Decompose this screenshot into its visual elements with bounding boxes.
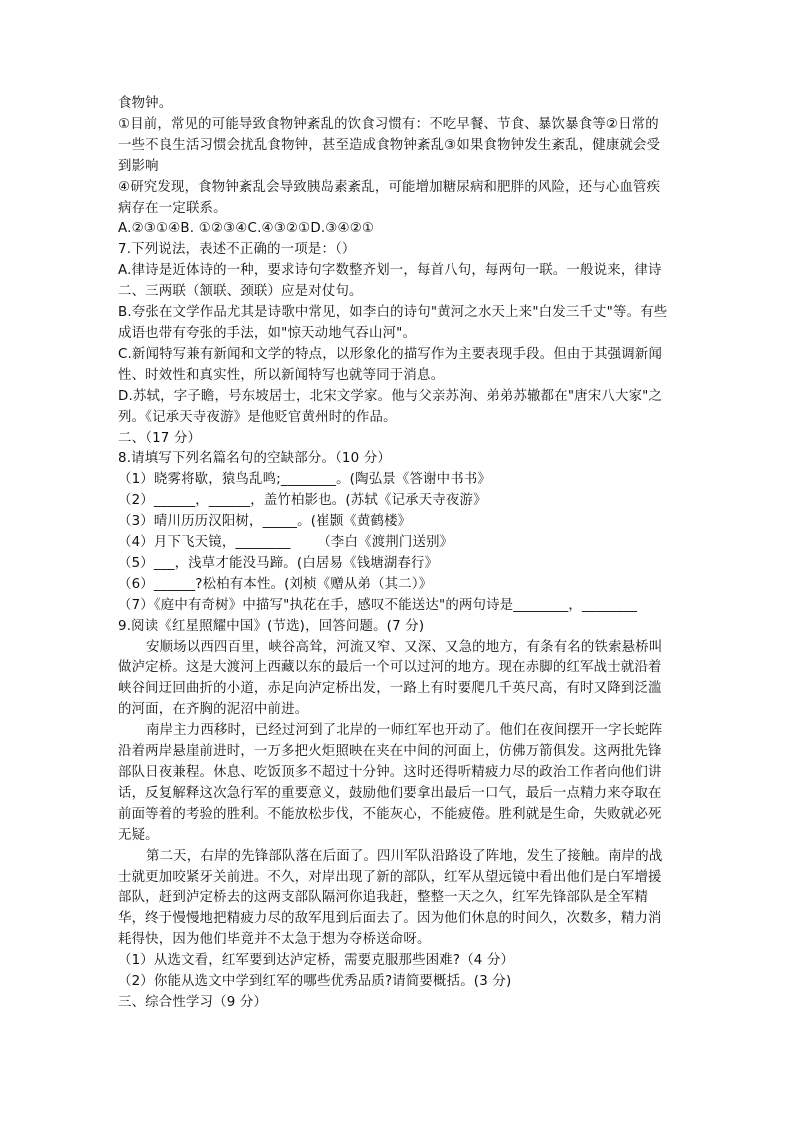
text-line: 成语也带有夸张的手法，如"惊天动地气吞山河"。 [118,325,417,341]
passage-line: 的河面，在齐胸的泥沼中前进。 [118,702,309,718]
text-line: A.律诗是近体诗的一种，要求诗句字数整齐划一，每首八句，每两句一联。一般说来，律诗 [118,263,662,279]
passage-line: 南岸主力西移时，已经过河到了北岸的一师红军也开动了。他们在夜间摆开一字长蛇阵 [146,723,663,739]
text-line: C.新闻特写兼有新闻和文学的特点，以形象化的描写作为主要表现手段。但由于其强调新闻 [118,346,663,362]
passage-line: 话，反复解释这次急行军的重要意义，鼓励他们要拿出最后一口气，最后一点精力来夺取在 [118,785,662,801]
passage-line: 无疑。 [118,827,159,843]
passage-line: 做泸定桥。这是大渡河上西藏以东的最后一个可以过河的地方。现在赤脚的红军战士就沿着 [118,660,662,676]
fill-blank-item: （7）《庭中有奇树》中描写"执花在手，感叹不能送达"的两句诗是________，________ [118,597,638,613]
text-line: 食物钟。 [118,96,173,111]
text-line: B.夸张在文学作品尤其是诗歌中常见，如李白的诗句"黄河之水天上来"白发三千丈"等。有些 [118,305,668,321]
passage-line: 峡谷间迂回曲折的小道，赤足向泸定桥出发，一路上有时要爬几千英尺高，有时又降到泛滥 [118,681,662,697]
answer-options: A.②③①④B. ①②③④C.④③②①D.③④②① [118,221,375,237]
document-page [118,94,678,1014]
text-line: D.苏轼，字子瞻，号东坡居士，北宋文学家。他与父亲苏洵、弟弟苏辙都在"唐宋八大家"之 [118,388,663,404]
section-heading: 二、（17 分） [118,430,202,446]
text-line: 性、时效性和真实性，所以新闻特写也就等同于消息。 [118,367,445,383]
fill-blank-item: （6）______?松柏有本性。(刘桢《赠从弟（其二）》 [118,576,433,592]
question-9-title: 9.阅读《红星照耀中国》(节选)，回答问题。(7 分) [118,618,425,634]
text-line: ①目前，常见的可能导致食物钟紊乱的饮食习惯有：不吃早餐、节食、暴饮暴食等②日常的 [118,116,659,132]
question-7-title: 7.下列说法，表述不正确的一项是：（） [118,242,356,258]
passage-line: 安顺场以西四百里，峡谷高耸，河流又窄、又深、又急的地方，有条有名的铁索悬桥叫 [146,639,663,655]
passage-line: 部队，赶到泸定桥去的这两支部队隔河你追我赶，整整一天之久，红军先锋部队是全军精 [118,890,649,906]
sub-question: （2）你能从选文中学到红军的哪些优秀品质?请简要概括。(3 分) [118,974,512,990]
fill-blank-item: （2）______，______，盖竹柏影也。(苏轼《记承天寺夜游》 [118,493,487,509]
sub-question: （1）从选文看，红军要到达泸定桥，需要克服那些困难?（4 分） [118,953,515,969]
passage-line: 第二天，右岸的先锋部队落在后面了。四川军队沿路设了阵地，发生了接触。南岸的战 [146,848,663,864]
text-line: 二、三两联（颔联、颈联）应是对仗句。 [118,284,363,300]
text-line: 病存在一定联系。 [118,200,227,216]
passage-line: 前面等着的考验的胜利。不能放松步伐，不能灰心，不能疲倦。胜利就是生命，失败就必死 [118,806,662,822]
fill-blank-item: （4）月下飞天镜，________ （李白《渡荆门送别》 [118,535,454,551]
passage-line: 耗得快，因为他们毕竟并不太急于想为夺桥送命呀。 [118,932,431,948]
text-line: 列。《记承天寺夜游》是他贬官黄州时的作品。 [118,409,397,425]
text-line: ④研究发现，食物钟紊乱会导致胰岛素紊乱，可能增加糖尿病和肥胖的风险，还与心血管疾 [118,179,661,195]
passage-line: 华，终于慢慢地把精疲力尽的敌军甩到后面去了。因为他们休息的时间久，次数多，精力消 [118,911,662,927]
passage-line: 部队日夜兼程。休息、吃饭顶多不超过十分钟。这时还得听精疲力尽的政治工作者向他们讲 [118,765,662,780]
fill-blank-item: （5）___，浅草才能没马蹄。(白居易《钱塘湖春行》 [118,555,439,571]
section-heading: 三、综合性学习（9 分） [118,994,268,1010]
passage-line: 士就更加咬紧牙关前进。不久，对岸出现了新的部队，红军从望远镜中看出他们是白军增援 [118,869,662,885]
text-line: 一些不良生活习惯会扰乱食物钟，甚至造成食物钟紊乱③如果食物钟发生紊乱，健康就会受 [118,137,661,153]
text-line: 到影响 [118,158,159,174]
question-8-title: 8.请填写下列名篇名句的空缺部分。（10 分） [118,451,392,467]
fill-blank-item: （3）晴川历历汉阳树，_____。(崔颢《黄鹤楼》 [118,514,412,530]
passage-line: 沿着两岸悬崖前进时，一万多把火炬照映在夹在中间的河面上，仿佛万箭俱发。这两批先锋 [118,744,662,760]
fill-blank-item: （1）晓雾将歇，猿鸟乱鸣;________。(陶弘景《答谢中书书》 [118,472,492,488]
